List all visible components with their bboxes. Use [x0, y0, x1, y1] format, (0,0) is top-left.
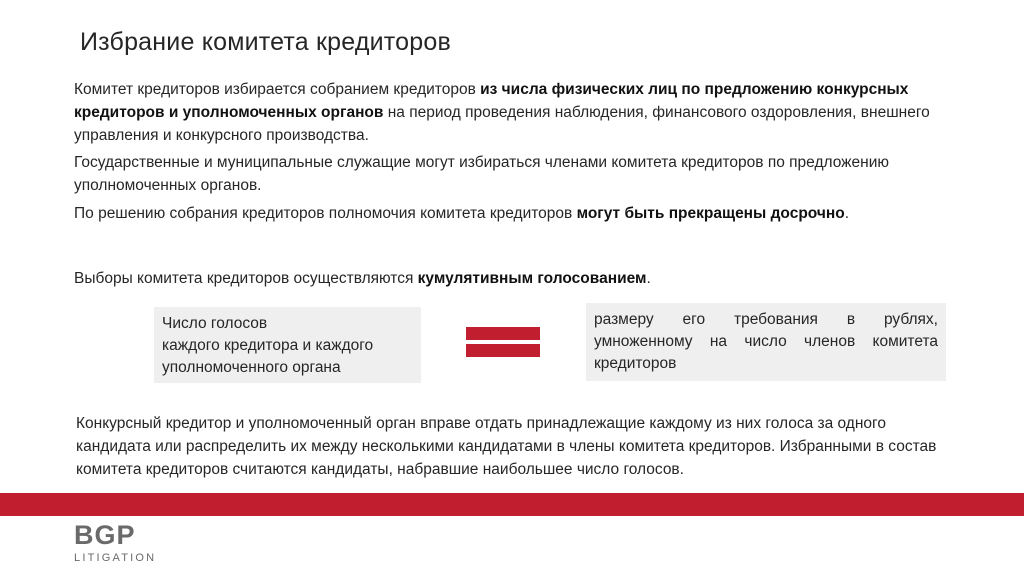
paragraph-text: Комитет кредиторов избирается собранием кредиторов: [74, 81, 481, 98]
formula-left-line1: Число голосов: [162, 315, 268, 332]
paragraph-text: на период проведения наблюдения, финансового оздоровления, внешнего управления и конкурсного производства.: [74, 104, 930, 144]
slide-title: Избрание комитета кредиторов: [80, 28, 451, 56]
formula-left-line2: каждого кредитора и каждого уполномоченного органа: [162, 337, 374, 376]
paragraph-text: Конкурсный кредитор и уполномоченный орган вправе отдать принадлежащие каждому из них голоса за одного кандидата или распределить их между несколькими кандидатами в члены комитета кредиторов. Избранными в состав комитета кредиторов считаются кандидаты, набравшие наибольшее число голосов.: [76, 415, 937, 478]
paragraph-bold-text: кумулятивным голосованием: [417, 270, 647, 287]
footer-red-band: [0, 493, 1024, 516]
paragraph-civil-servants: [74, 151, 964, 197]
formula-right-text: размеру его требования в рублях, умноженному на число членов комитета кредиторов: [594, 311, 938, 372]
logo-wordmark: BGP: [74, 520, 136, 550]
formula-right-box: [586, 303, 946, 381]
paragraph-text: По решению собрания кредиторов полномочия комитета кредиторов: [74, 205, 577, 222]
logo-subtitle: LITIGATION: [74, 552, 157, 564]
paragraph-early-termination: [74, 202, 964, 225]
paragraph-text: .: [646, 270, 651, 287]
equals-sign-top-bar: [466, 327, 540, 340]
company-logo: [74, 520, 156, 565]
paragraph-bold-text: могут быть прекращены досрочно: [576, 205, 845, 222]
paragraph-text: Государственные и муниципальные служащие могут избираться членами комитета кредиторов по предложению уполномоченных органов.: [74, 154, 889, 194]
paragraph-committee-election: [74, 78, 964, 147]
formula-left-box: [154, 307, 421, 383]
paragraph-vote-distribution: [76, 412, 956, 481]
equals-sign-bottom-bar: [466, 344, 540, 357]
paragraph-cumulative-voting: [74, 267, 964, 290]
paragraph-text: Выборы комитета кредиторов осуществляются: [74, 270, 418, 287]
paragraph-bold-text: из числа физических лиц по предложению конкурсных кредиторов и уполномоченных органов: [74, 81, 909, 121]
paragraph-text: .: [844, 205, 850, 222]
